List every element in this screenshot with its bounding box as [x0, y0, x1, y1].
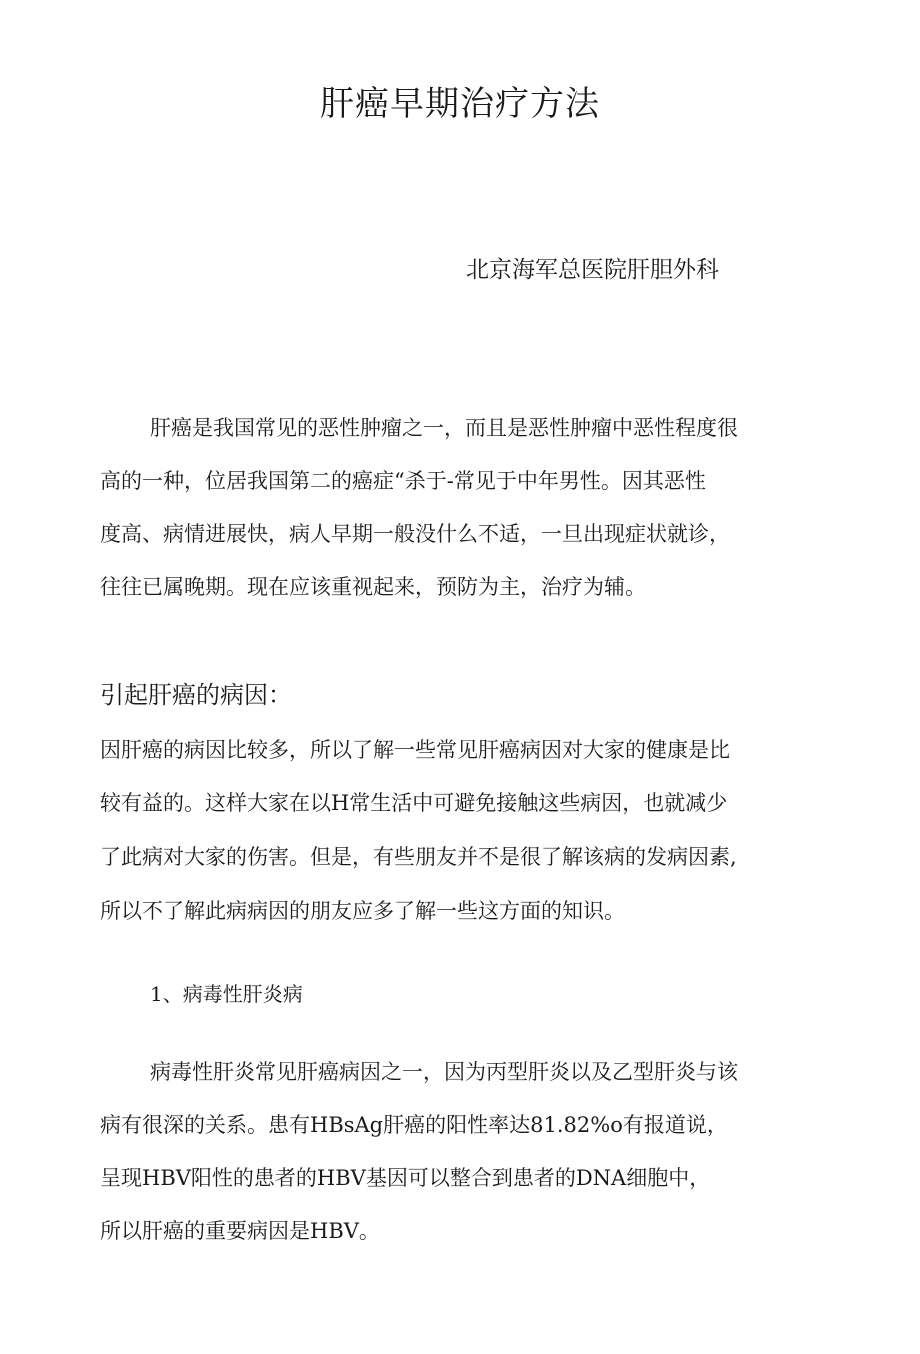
document-title: 肝癌早期治疗方法 [320, 84, 600, 124]
subsection-heading: 1、病毒性肝炎病 [150, 982, 303, 1006]
paragraph-line: 病毒性肝炎常见肝癌病因之一，因为丙型肝炎以及乙型肝炎与该 [150, 1060, 738, 1084]
author-affiliation: 北京海军总医院肝胆外科 [466, 257, 719, 283]
paragraph-line: 肝癌是我国常见的恶性肿瘤之一，而且是恶性肿瘤中恶性程度很 [150, 416, 738, 440]
paragraph-line: 较有益的。这样大家在以H常生活中可避免接触这些病因，也就减少 [100, 791, 728, 815]
paragraph-line: 了此病对大家的伤害。但是，有些朋友并不是很了解该病的发病因素, [100, 845, 737, 869]
paragraph-line: 呈现HBV阳性的患者的HBV基因可以整合到患者的DNA细胞中， [100, 1166, 711, 1190]
paragraph-line: 度高、病情进展快，病人早期一般没什么不适，一旦出现症状就诊， [100, 522, 730, 546]
paragraph-line: 所以不了解此病病因的朋友应多了解一些这方面的知识。 [100, 899, 625, 923]
paragraph-line: 因肝癌的病因比较多，所以了解一些常见肝癌病因对大家的健康是比 [100, 738, 730, 762]
paragraph-line: 高的一种，位居我国第二的癌症“杀于-常见于中年男性。因其恶性 [100, 469, 706, 493]
paragraph-line: 病有很深的关系。患有HBsAg肝癌的阳性率达81.82%o有报道说， [100, 1113, 728, 1137]
section-heading: 引起肝癌的病因： [100, 681, 292, 709]
paragraph-line: 所以肝癌的重要病因是HBV。 [100, 1219, 380, 1243]
paragraph-line: 往往已属晚期。现在应该重视起来，预防为主，治疗为辅。 [100, 575, 646, 599]
